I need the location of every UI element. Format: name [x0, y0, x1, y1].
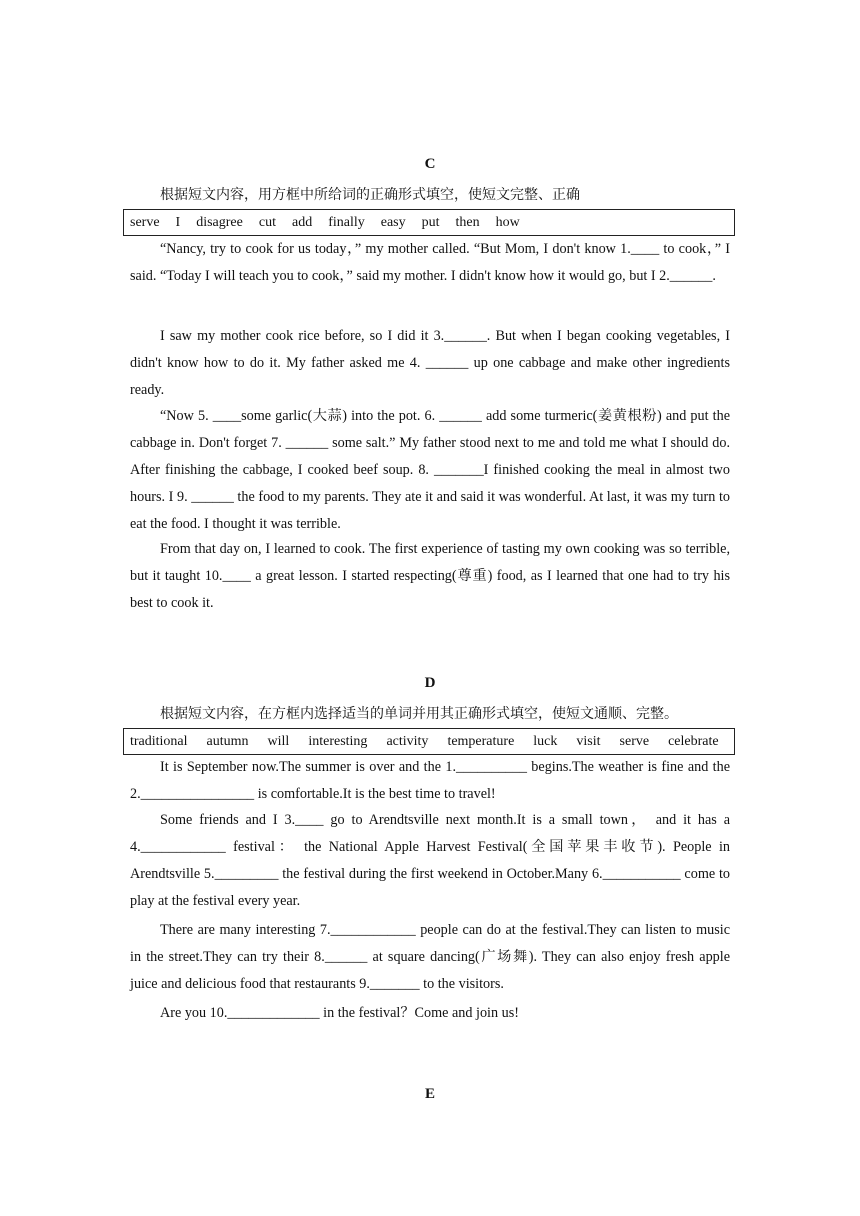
word-box-item: autumn	[206, 733, 249, 749]
word-box-item: I	[175, 214, 181, 230]
section-d-word-box	[123, 728, 735, 755]
word-box-item: luck	[533, 733, 558, 749]
section-c-paragraph: From that day on, I learned to cook. The first experience of tasting my own cooking was so terrible, but it taught 10.____ a great lesson. I started respecting(尊重) food, as I learned that one had to try his best to cook it.	[130, 541, 730, 611]
section-c-paragraph: “Now 5. ____some garlic(大蒜) into the pot. 6. ______ add some turmeric(姜黄根粉) and put the cabbage in. Don't forget 7. ______ some salt.” My father stood next to me and told me what I should do. After finishing the cabbage, I cooked beef soup. 8. _______I finished cooking the meal in almost two hours. I 9. ______ the food to my parents. They ate it and said it was wonderful. At last, it was my turn to eat the food. I thought it was terrible.	[130, 408, 730, 532]
word-box-item: add	[291, 214, 313, 230]
section-c-word-box	[123, 209, 735, 236]
word-box-item: serve	[619, 733, 650, 749]
word-box-item: will	[267, 733, 290, 749]
word-box-item: serve	[130, 214, 160, 230]
word-box-item: put	[421, 214, 440, 230]
word-box-item: finally	[328, 214, 365, 230]
word-box-item: how	[495, 214, 520, 230]
section-d-title: D	[424, 675, 436, 691]
section-d-instruction: 根据短文内容，在方框内选择适当的单词并用其正确形式填空，使短文通顺、完整。	[160, 707, 678, 722]
word-box-item: celebrate	[668, 733, 719, 749]
word-box-item: disagree	[196, 214, 243, 230]
section-d-paragraph: It is September now.The summer is over and the 1.__________ begins.The weather is fine and the 2.________________ is comfortable.It is the best time to travel!	[130, 759, 730, 802]
word-box-item: temperature	[447, 733, 515, 749]
section-c-paragraph: I saw my mother cook rice before, so I did it 3.______. But when I began cooking vegetables, I didn't know how to do it. My father asked me 4. ______ up one cabbage and make other ingredients ready.	[130, 328, 730, 398]
word-box-item: then	[455, 214, 480, 230]
section-d-paragraph: There are many interesting 7.____________ people can do at the festival.They can listen to music in the street.They can try their 8.______ at square dancing(广场舞). They can also enjoy fresh apple juice and delicious food that restaurants 9._______ to the visitors.	[130, 922, 730, 992]
word-box-item: visit	[576, 733, 601, 749]
word-box-item: traditional	[130, 733, 188, 749]
word-box-item: easy	[380, 214, 406, 230]
section-e-title: E	[424, 1086, 435, 1102]
section-c-paragraph: “Nancy, try to cook for us today，” my mother called. “But Mom, I don't know 1.____ to cook，” I said. “Today I will teach you to cook，” said my mother. I didn't know how it would go, but I 2.______.	[130, 241, 730, 284]
word-box-item: activity	[386, 733, 429, 749]
section-d-paragraph: Are you 10._____________ in the festival？Come and join us!	[160, 1005, 519, 1021]
section-c-title: C	[424, 156, 436, 172]
section-d-paragraph: Some friends and I 3.____ go to Arendtsville next month.It is a small town， and it has a 4.____________ festival： the National Apple Harvest Festival(全国苹果丰收节). People in Arendtsville 5._________ the festival during the first weekend in October.Many 6.___________ come to play at the festival every year.	[130, 812, 730, 909]
word-box-item: interesting	[308, 733, 368, 749]
word-box-item: cut	[258, 214, 276, 230]
section-c-instruction: 根据短文内容，用方框中所给词的正确形式填空，使短文完整、正确	[160, 188, 580, 203]
